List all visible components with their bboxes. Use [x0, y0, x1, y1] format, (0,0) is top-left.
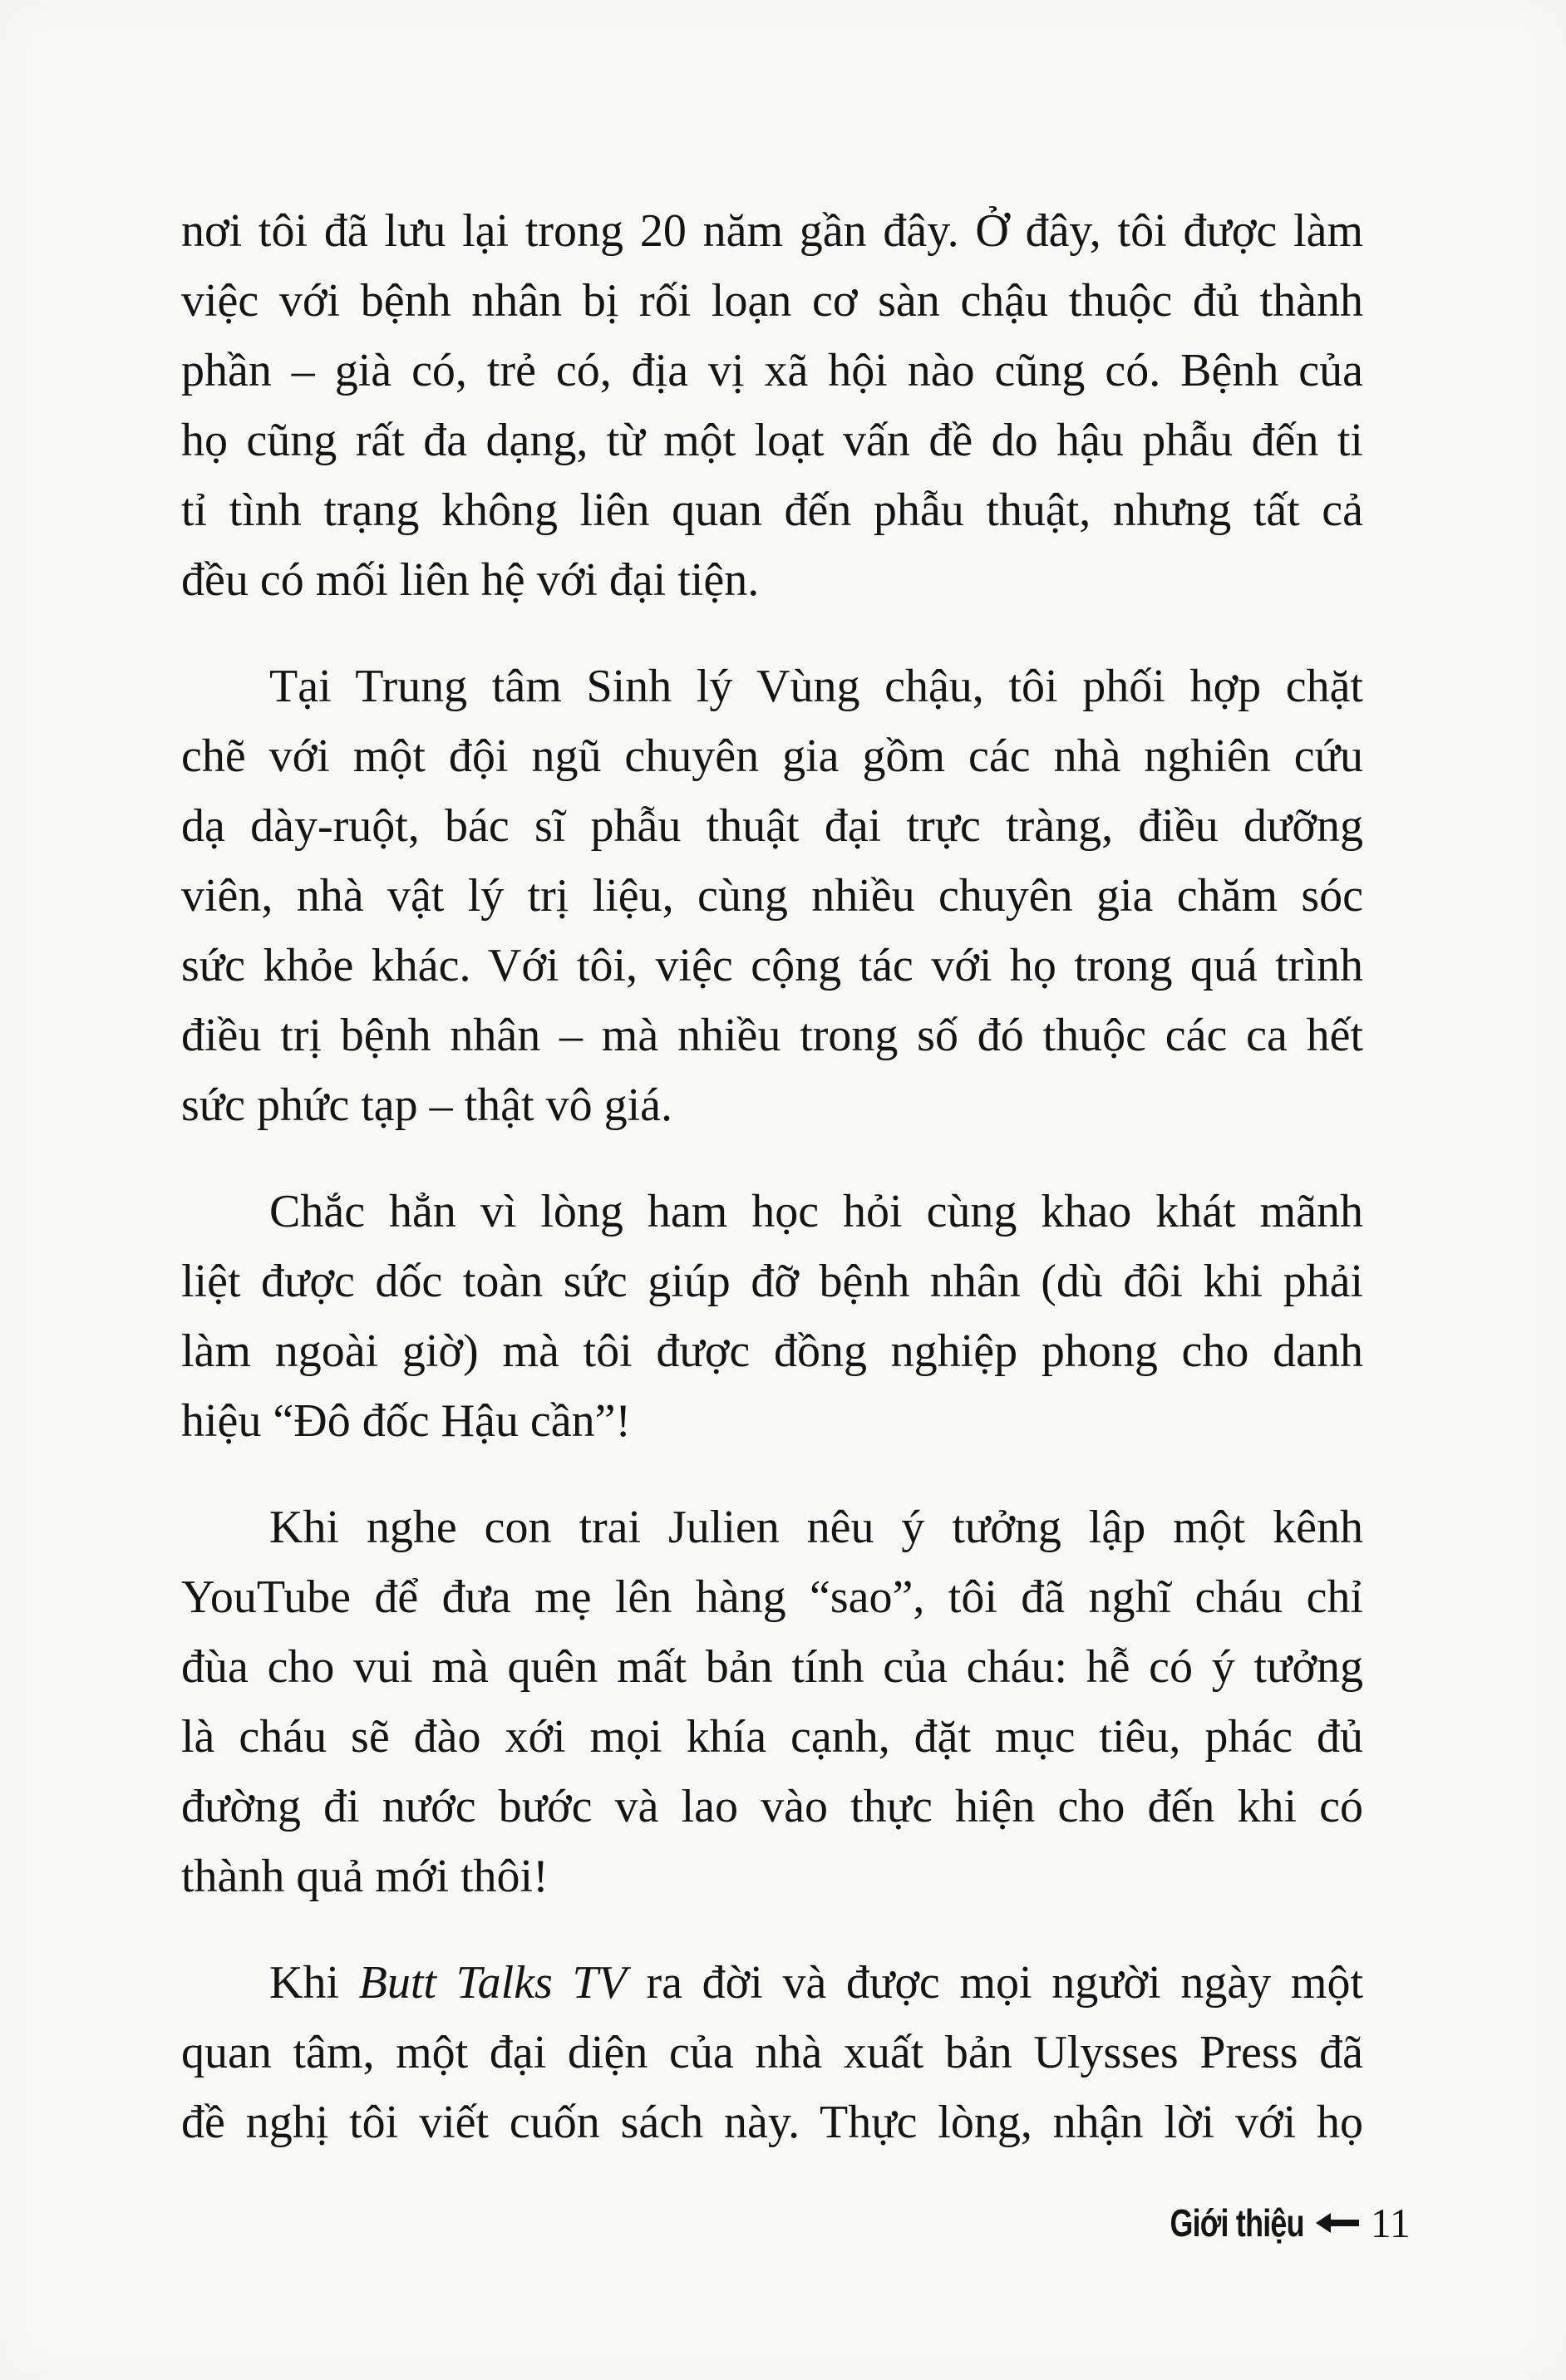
- paragraph-2: [181, 652, 1363, 1140]
- text-line: điều trị bệnh nhân – mà nhiều trong số đó thuộc các ca hết: [181, 1010, 1363, 1061]
- text-line: Chắc hẳn vì lòng ham học hỏi cùng khao khát mãnh: [269, 1186, 1363, 1237]
- page-number: 11: [1370, 2200, 1411, 2246]
- paragraph-4: [181, 1492, 1363, 1911]
- page-footer: [1132, 2194, 1411, 2252]
- text-line: YouTube để đưa mẹ lên hàng “sao”, tôi đã nghĩ cháu chỉ: [181, 1571, 1363, 1623]
- text-line: Khi nghe con trai Julien nêu ý tưởng lập một kênh: [269, 1502, 1363, 1553]
- text-line: là cháu sẽ đào xới mọi khía cạnh, đặt mục tiêu, phác đủ: [181, 1711, 1363, 1763]
- text-line: việc với bệnh nhân bị rối loạn cơ sàn chậu thuộc đủ thành: [181, 275, 1363, 327]
- text-line: liệt được dốc toàn sức giúp đỡ bệnh nhân (dù đôi khi phải: [181, 1256, 1363, 1307]
- text-line: làm ngoài giờ) mà tôi được đồng nghiệp phong cho danh: [181, 1325, 1363, 1377]
- text-line: chẽ với một đội ngũ chuyên gia gồm các nhà nghiên cứu: [181, 730, 1363, 782]
- section-title: Giới thiệu: [1170, 2201, 1304, 2245]
- show-title: Butt Talks TV: [358, 1957, 627, 2009]
- text-line: đề nghị tôi viết cuốn sách này. Thực lòng, nhận lời với họ: [181, 2097, 1363, 2148]
- text-line: sức phức tạp – thật vô giá.: [181, 1079, 673, 1131]
- text-line: họ cũng rất đa dạng, từ một loạt vấn đề do hậu phẫu đến ti: [181, 415, 1363, 466]
- text-line: đường đi nước bước và lao vào thực hiện cho đến khi có: [181, 1781, 1363, 1832]
- text-line: dạ dày-ruột, bác sĩ phẫu thuật đại trực tràng, điều dưỡng: [181, 800, 1363, 852]
- text-line: nơi tôi đã lưu lại trong 20 năm gần đây. Ở đây, tôi được làm: [181, 205, 1363, 257]
- text-line: viên, nhà vật lý trị liệu, cùng nhiều chuyên gia chăm sóc: [181, 870, 1363, 922]
- text-line: thành quả mới thôi!: [181, 1851, 549, 1902]
- text-line: đều có mối liên hệ với đại tiện.: [181, 554, 760, 606]
- text-line: sức khỏe khác. Với tôi, việc cộng tác với họ trong quá trình: [181, 940, 1363, 991]
- text-run: ra đời và được mọi người ngày một: [626, 1957, 1364, 2009]
- text-line: hiệu “Đô đốc Hậu cần”!: [181, 1395, 632, 1447]
- text-line: Tại Trung tâm Sinh lý Vùng chậu, tôi phối hợp chặt: [269, 661, 1363, 712]
- text-line: [181, 1948, 1363, 2018]
- paragraph-3: [181, 1177, 1363, 1456]
- body-text: [181, 196, 1363, 2157]
- paragraph-5: [181, 1948, 1363, 2157]
- text-line: phần – già có, trẻ có, địa vị xã hội nào cũng có. Bệnh của: [181, 345, 1363, 396]
- text-line: quan tâm, một đại diện của nhà xuất bản Ulysses Press đã: [181, 2027, 1363, 2078]
- text-line: tỉ tình trạng không liên quan đến phẫu thuật, nhưng tất cả: [181, 484, 1363, 536]
- left-arrow-icon: [1312, 2206, 1362, 2240]
- text-run: Khi: [269, 1957, 359, 2009]
- paragraph-1: [181, 196, 1363, 615]
- text-line: đùa cho vui mà quên mất bản tính của cháu: hễ có ý tưởng: [181, 1641, 1363, 1693]
